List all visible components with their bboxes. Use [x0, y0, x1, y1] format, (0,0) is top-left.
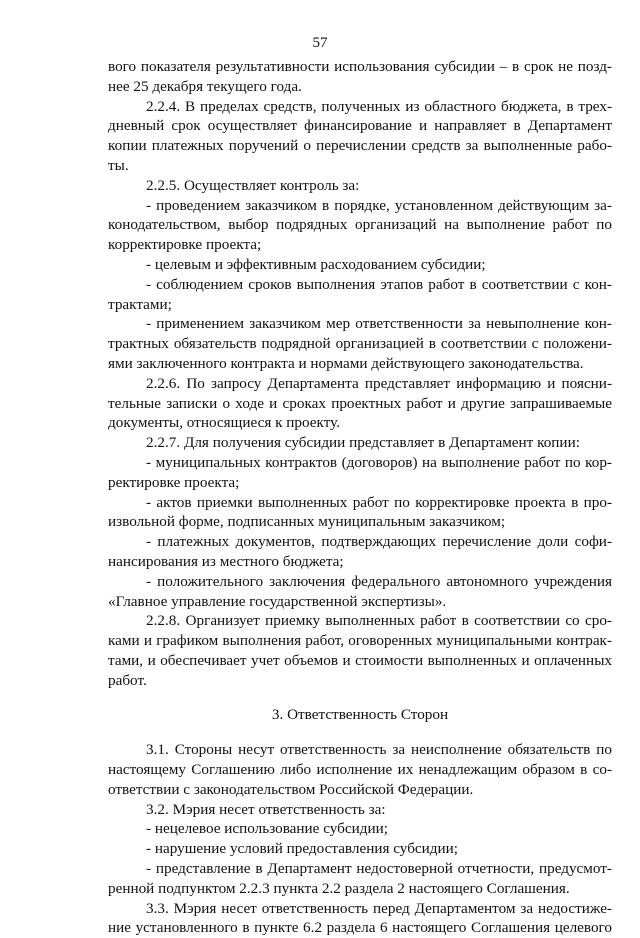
text-line: ренной подпунктом 2.2.3 пункта 2.2 раздела 2 настоящего Соглашения.: [108, 879, 570, 897]
text-line: извольной форме, подписанных муниципальным заказчиком;: [108, 513, 506, 531]
text-line: нансирования из местного бюджета;: [108, 552, 344, 570]
text-line: - применением заказчиком мер ответственности за невыполнение кон-: [146, 315, 612, 333]
text-line: - проведением заказчиком в порядке, установленном действующим за-: [146, 196, 612, 214]
text-line: 3.2. Мэрия несет ответственность за:: [146, 800, 386, 818]
text-line: 3.1. Стороны несут ответственность за неисполнение обязательств по: [146, 741, 612, 759]
text-line: 3.3. Мэрия несет ответственность перед Департаментом за недостиже-: [146, 899, 612, 917]
text-line: вого показателя результативности использования субсидии – в срок не позд-: [108, 58, 612, 75]
text-line: ректировке проекта;: [108, 473, 240, 491]
text-line: трактных обязательств подрядной организацией в соответствии с положени-: [108, 335, 612, 353]
text-line: ние установленного в пункте 6.2 раздела 6 настоящего Соглашения целевого: [108, 919, 612, 937]
text-line: трактами;: [108, 295, 172, 313]
text-line: - нарушение условий предоставления субсидии;: [146, 840, 458, 858]
document-body: [108, 57, 612, 938]
paragraphs-section-2: [108, 57, 612, 691]
text-line: работ.: [108, 671, 147, 689]
text-line: - нецелевое использование субсидии;: [146, 820, 388, 838]
text-line: ями заключенного контракта и нормами действующего законодательства.: [108, 354, 584, 372]
text-line: копии платежных поручений о перечислении средств за выполненные рабо-: [108, 137, 612, 155]
text-line: - соблюдением сроков выполнения этапов работ в соответствии с кон-: [146, 275, 612, 293]
text-line: - актов приемки выполненных работ по корректировке проекта в про-: [146, 493, 612, 511]
text-line: 2.2.6. По запросу Департамента представляет информацию и поясни-: [146, 374, 612, 392]
text-line: ты.: [108, 156, 129, 174]
text-line: 2.2.8. Организует приемку выполненных работ в соответствии со сро-: [146, 612, 612, 630]
text-line: «Главное управление государственной экспертизы».: [108, 592, 447, 610]
text-line: тами, и обеспечивает учет объемов и стоимости выполненных и оплаченных: [108, 651, 612, 669]
text-line: ками и графиком выполнения работ, оговоренных муниципальными контрак-: [108, 632, 612, 650]
text-line: настоящему Соглашению либо исполнение их ненадлежащим образом в со-: [108, 761, 612, 779]
paragraphs-section-3: [108, 740, 612, 938]
text-line: - представление в Департамент недостоверной отчетности, предусмот-: [146, 860, 612, 878]
text-line: - положительного заключения федерального автономного учреждения: [146, 572, 612, 590]
text-line: 2.2.7. Для получения субсидии представляет в Департамент копии:: [146, 434, 580, 452]
page-number: 57: [312, 35, 328, 51]
text-line: 2.2.5. Осуществляет контроль за:: [146, 176, 360, 194]
section-heading: 3. Ответственность Сторон: [271, 705, 449, 723]
text-line: 2.2.4. В пределах средств, полученных из областного бюджета, в трех-: [146, 97, 612, 115]
text-line: - целевым и эффективным расходованием субсидии;: [146, 255, 486, 273]
text-line: документы, относящиеся к проекту.: [108, 414, 341, 432]
text-line: - муниципальных контрактов (договоров) на выполнение работ по кор-: [146, 453, 612, 471]
text-line: тельные записки о ходе и сроках проектных работ и другие запрашиваемые: [108, 394, 612, 412]
text-line: дневный срок осуществляет финансирование и направляет в Департамент: [108, 117, 612, 135]
text-line: - платежных документов, подтверждающих перечисление доли софи-: [146, 533, 612, 551]
text-line: конодательством, выбор подрядных организаций на выполнение работ по: [108, 216, 612, 234]
text-line: ответствии с законодательством Российской Федерации.: [108, 780, 474, 798]
text-line: нее 25 декабря текущего года.: [108, 77, 302, 95]
text-line: корректировке проекта;: [108, 236, 262, 254]
